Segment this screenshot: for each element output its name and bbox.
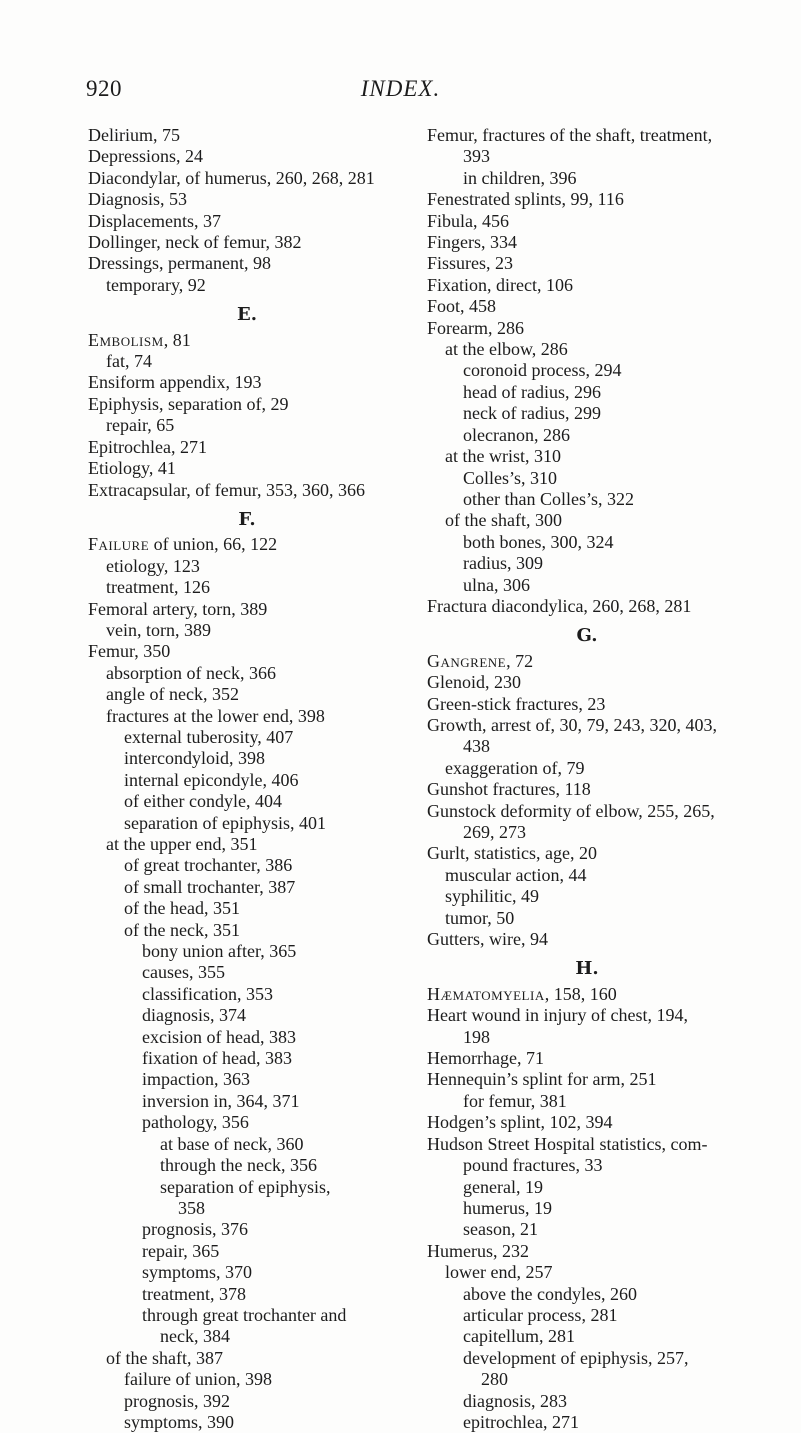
index-entry	[88, 920, 406, 941]
index-entry	[88, 770, 406, 791]
page-header	[0, 76, 801, 106]
index-entry-text: , 72	[506, 650, 534, 671]
index-entry-text: Ensiform appendix, 193	[88, 372, 262, 393]
index-entry	[427, 1198, 747, 1219]
index-entry	[88, 791, 406, 812]
index-entry	[427, 489, 747, 510]
index-entry-text: Diagnosis, 53	[88, 189, 187, 210]
index-entry	[427, 801, 747, 822]
index-entry-text: Epiphysis, separation of, 29	[88, 393, 289, 414]
index-entry-text: olecranon, 286	[463, 424, 570, 445]
index-entry	[427, 146, 747, 167]
index-entry-text: prognosis, 392	[124, 1390, 231, 1411]
index-entry-text: Femur, fractures of the shaft, treatment,	[427, 125, 713, 145]
index-entry	[88, 727, 406, 748]
index-entry	[427, 694, 747, 715]
index-entry-text: tumor, 50	[445, 907, 515, 928]
index-entry-text: Displacements, 37	[88, 210, 221, 231]
index-entry	[88, 351, 406, 372]
index-entry-text: symptoms, 370	[142, 1262, 253, 1283]
index-entry	[427, 1284, 747, 1305]
index-column-right	[427, 125, 747, 1433]
index-entry-text: of either condyle, 404	[124, 791, 282, 812]
index-entry	[427, 1412, 747, 1433]
index-entry	[88, 962, 406, 983]
index-entry	[88, 663, 406, 684]
index-entry-text: Dressings, permanent, 98	[88, 253, 271, 274]
index-column-left	[88, 125, 406, 1433]
index-entry	[88, 620, 406, 641]
index-entry	[88, 1177, 406, 1198]
index-entry-text: external tuberosity, 407	[124, 726, 294, 747]
index-entry	[427, 715, 747, 736]
index-entry-text: at base of neck, 360	[160, 1133, 304, 1154]
index-entry	[427, 296, 747, 317]
index-entry-text: of the shaft, 300	[445, 510, 562, 531]
index-entry	[427, 843, 747, 864]
index-entry-text: of union, 66, 122	[149, 534, 278, 555]
index-entry	[88, 232, 406, 253]
index-entry-text: prognosis, 376	[142, 1219, 249, 1240]
index-entry-text: fixation of head, 383	[142, 1048, 292, 1069]
index-entry	[427, 865, 747, 886]
index-entry-text: coronoid process, 294	[463, 360, 622, 381]
index-entry	[88, 1112, 406, 1133]
index-entry	[88, 437, 406, 458]
index-entry	[88, 834, 406, 855]
index-entry	[88, 748, 406, 769]
index-entry	[88, 1048, 406, 1069]
index-entry-text: classification, 353	[142, 983, 273, 1004]
index-entry-text: pound fractures, 33	[463, 1155, 603, 1176]
index-entry-text: Dollinger, neck of femur, 382	[88, 232, 302, 253]
index-entry-text: syphilitic, 49	[445, 886, 539, 907]
index-entry-text: at the wrist, 310	[445, 446, 561, 467]
section-letter: G.	[576, 625, 598, 647]
index-entry-text: humerus, 19	[463, 1197, 552, 1218]
index-entry-text: Colles’s, 310	[463, 467, 558, 488]
index-entry	[427, 758, 747, 779]
index-entry	[427, 1305, 747, 1326]
index-entry-text: bony union after, 365	[142, 941, 297, 962]
index-entry	[88, 1027, 406, 1048]
index-entry-text: internal epicondyle, 406	[124, 769, 299, 790]
index-entry-text: 269, 273	[463, 822, 526, 842]
index-entry-text: at the upper end, 351	[106, 834, 258, 854]
index-entry-text: treatment, 126	[106, 577, 210, 598]
index-entry-text: repair, 65	[106, 415, 175, 436]
index-entry	[427, 189, 747, 210]
index-entry	[427, 596, 747, 617]
index-entry-text: fat, 74	[106, 351, 152, 372]
index-entry-text: Depressions, 24	[88, 146, 203, 167]
index-entry	[88, 1412, 406, 1433]
page-number: 920	[86, 76, 122, 101]
index-entry-text: neck, 384	[160, 1326, 230, 1347]
index-entry-text: Growth, arrest of, 30, 79, 243, 320, 403,	[427, 714, 717, 735]
index-entry-text: Gutters, wire, 94	[427, 929, 548, 950]
index-entry	[427, 779, 747, 800]
index-entry	[88, 1348, 406, 1369]
index-entry	[427, 211, 747, 232]
index-entry-text: Fenestrated splints, 99, 116	[427, 189, 624, 210]
index-entry-text: 393	[463, 146, 490, 167]
index-entry	[88, 480, 406, 501]
index-entry-text: Heart wound in injury of chest, 194,	[427, 1005, 688, 1026]
index-entry-text: treatment, 378	[142, 1283, 246, 1304]
index-entry	[427, 1262, 747, 1283]
index-entry	[88, 1155, 406, 1176]
index-entry	[427, 575, 747, 596]
index-headword: Gangrene	[427, 650, 507, 671]
index-entry-text: diagnosis, 374	[142, 1005, 247, 1026]
index-entry	[427, 403, 747, 424]
index-entry-text: through great trochanter and	[142, 1304, 347, 1325]
index-entry	[88, 415, 406, 436]
index-entry	[427, 425, 747, 446]
index-entry-text: Glenoid, 230	[427, 672, 521, 693]
index-entry	[88, 168, 406, 189]
index-entry	[427, 1177, 747, 1198]
index-entry-text: Epitrochlea, 271	[88, 436, 207, 457]
index-entry	[88, 1369, 406, 1390]
index-entry-text: etiology, 123	[106, 555, 200, 576]
index-entry-text: development of epiphysis, 257,	[463, 1347, 689, 1368]
index-entry	[427, 651, 747, 672]
index-entry-text: absorption of neck, 366	[106, 662, 276, 683]
index-entry	[88, 1241, 406, 1262]
index-entry	[88, 577, 406, 598]
index-entry	[88, 556, 406, 577]
index-entry-text: of the shaft, 387	[106, 1347, 223, 1368]
index-entry	[88, 599, 406, 620]
index-entry	[88, 877, 406, 898]
index-entry	[427, 672, 747, 693]
index-entry-text: Extracapsular, of femur, 353, 360, 366	[88, 479, 365, 500]
running-title: INDEX.	[360, 76, 441, 101]
index-entry-text: epitrochlea, 271	[463, 1411, 579, 1432]
index-entry-text: Gunstock deformity of elbow, 255, 265,	[427, 800, 715, 821]
index-entry-text: separation of epiphysis, 401	[124, 812, 326, 833]
index-entry-text: of small trochanter, 387	[124, 876, 296, 897]
index-entry	[88, 898, 406, 919]
index-entry	[88, 684, 406, 705]
index-entry-text: Green-stick fractures, 23	[427, 693, 606, 714]
index-entry-text: of great trochanter, 386	[124, 855, 293, 876]
index-entry-text: through the neck, 356	[160, 1155, 317, 1176]
index-entry	[427, 908, 747, 929]
index-entry-text: 358	[178, 1197, 205, 1218]
index-entry	[427, 1134, 747, 1155]
index-entry-text: excision of head, 383	[142, 1026, 296, 1047]
index-entry	[427, 1048, 747, 1069]
index-entry-text: Forearm, 286	[427, 317, 524, 338]
index-entry	[88, 275, 406, 296]
index-entry-text: pathology, 356	[142, 1112, 249, 1133]
index-entry	[88, 458, 406, 479]
index-entry	[427, 510, 747, 531]
index-entry	[88, 1134, 406, 1155]
index-entry	[427, 339, 747, 360]
index-entry	[88, 372, 406, 393]
index-entry	[88, 855, 406, 876]
index-entry-text: Femur, 350	[88, 641, 171, 662]
index-entry	[427, 468, 747, 489]
index-entry-text: causes, 355	[142, 962, 225, 983]
index-entry-text: Hodgen’s splint, 102, 394	[427, 1112, 613, 1133]
index-entry	[88, 1069, 406, 1090]
index-entry-text: general, 19	[463, 1176, 543, 1197]
index-entry	[427, 125, 747, 146]
index-entry	[427, 532, 747, 553]
index-entry-text: season, 21	[463, 1219, 538, 1240]
index-entry	[88, 641, 406, 662]
index-entry-text: failure of union, 398	[124, 1369, 272, 1390]
index-entry-text: Hennequin’s splint for arm, 251	[427, 1069, 657, 1090]
index-entry-text: 280	[481, 1369, 508, 1390]
index-entry-text: fractures at the lower end, 398	[106, 705, 325, 726]
index-entry-text: intercondyloid, 398	[124, 748, 265, 769]
index-entry	[88, 534, 406, 555]
index-entry-text: Fissures, 23	[427, 253, 514, 274]
index-entry	[427, 1348, 747, 1369]
index-entry-text: 198	[463, 1026, 490, 1047]
index-entry-text: Foot, 458	[427, 296, 497, 317]
index-entry-text: both bones, 300, 324	[463, 531, 614, 552]
index-entry-text: , 158, 160	[544, 983, 617, 1004]
index-entry-text: lower end, 257	[445, 1262, 553, 1283]
index-entry	[88, 146, 406, 167]
index-entry	[88, 1219, 406, 1240]
index-entry-text: impaction, 363	[142, 1069, 250, 1090]
index-entry-text: Delirium, 75	[88, 125, 180, 145]
index-entry	[88, 253, 406, 274]
index-entry	[427, 553, 747, 574]
index-entry	[88, 1005, 406, 1026]
index-entry	[427, 1155, 747, 1176]
index-entry	[88, 1391, 406, 1412]
index-entry-text: muscular action, 44	[445, 864, 587, 885]
index-entry-text: Hudson Street Hospital statistics, com-	[427, 1133, 708, 1154]
index-entry-text: neck of radius, 299	[463, 403, 601, 424]
index-entry-text: for femur, 381	[463, 1090, 567, 1111]
index-headword: Hæmatomyelia	[427, 983, 545, 1004]
index-entry	[427, 984, 747, 1005]
index-entry-text: at the elbow, 286	[445, 339, 568, 360]
index-entry	[427, 929, 747, 950]
index-entry	[427, 822, 747, 843]
index-entry-text: Fixation, direct, 106	[427, 274, 573, 295]
index-entry-text: other than Colles’s, 322	[463, 488, 634, 509]
index-entry-text: diagnosis, 283	[463, 1390, 568, 1411]
index-entry-text: Diacondylar, of humerus, 260, 268, 281	[88, 167, 375, 188]
index-entry	[88, 1305, 406, 1326]
index-entry	[427, 318, 747, 339]
index-entry-text: Femoral artery, torn, 389	[88, 598, 268, 619]
index-entry-text: Gunshot fractures, 118	[427, 779, 591, 800]
index-entry	[88, 211, 406, 232]
index-entry-text: capitellum, 281	[463, 1326, 575, 1347]
index-entry	[427, 253, 747, 274]
index-entry	[88, 984, 406, 1005]
index-entry-text: of the neck, 351	[124, 919, 240, 940]
index-entry-text: separation of epiphysis,	[160, 1176, 331, 1197]
index-entry	[427, 736, 747, 757]
index-entry	[427, 382, 747, 403]
index-entry-text: Hemorrhage, 71	[427, 1048, 544, 1069]
index-entry-text: Gurlt, statistics, age, 20	[427, 843, 597, 864]
index-entry	[88, 1091, 406, 1112]
index-entry	[427, 1241, 747, 1262]
index-entry-text: ulna, 306	[463, 574, 530, 595]
index-entry	[427, 1112, 747, 1133]
index-entry-text: Etiology, 41	[88, 458, 176, 479]
index-entry-text: exaggeration of, 79	[445, 757, 585, 778]
index-entry	[427, 1027, 747, 1048]
index-entry-text: angle of neck, 352	[106, 684, 239, 705]
index-headword: Failure	[88, 534, 150, 555]
index-entry-text: repair, 365	[142, 1240, 220, 1261]
index-entry	[88, 1326, 406, 1347]
index-entry-text: Fibula, 456	[427, 210, 510, 231]
index-entry-text: vein, torn, 389	[106, 619, 211, 640]
index-entry	[88, 1198, 406, 1219]
index-entry	[88, 189, 406, 210]
index-entry	[427, 1326, 747, 1347]
index-entry-text: of the head, 351	[124, 898, 240, 919]
index-entry	[427, 232, 747, 253]
index-entry-text: Fingers, 334	[427, 232, 517, 253]
index-entry	[427, 360, 747, 381]
index-entry	[427, 1219, 747, 1240]
index-entry-text: in children, 396	[463, 167, 577, 188]
index-entry	[88, 1284, 406, 1305]
index-entry-text: Humerus, 232	[427, 1240, 529, 1261]
index-entry	[88, 813, 406, 834]
index-entry	[427, 1091, 747, 1112]
section-letter: F.	[238, 508, 256, 530]
index-entry	[88, 394, 406, 415]
index-entry	[88, 941, 406, 962]
index-entry	[427, 1005, 747, 1026]
section-letter: E.	[237, 304, 257, 326]
index-entry-text: articular process, 281	[463, 1304, 618, 1325]
index-entry-text: inversion in, 364, 371	[142, 1090, 300, 1111]
index-entry	[427, 168, 747, 189]
index-entry	[427, 1391, 747, 1412]
index-entry-text: Fractura diacondylica, 260, 268, 281	[427, 595, 692, 616]
index-entry	[427, 1369, 747, 1390]
index-entry-text: symptoms, 390	[124, 1411, 235, 1432]
index-entry-text: temporary, 92	[106, 274, 206, 295]
index-entry	[427, 886, 747, 907]
index-headword: Embolism	[88, 329, 164, 350]
index-entry-text: above the condyles, 260	[463, 1283, 637, 1304]
index-entry-text: radius, 309	[463, 553, 543, 574]
index-entry-text: 438	[463, 736, 490, 757]
index-entry	[427, 446, 747, 467]
index-entry	[88, 706, 406, 727]
index-entry	[88, 125, 406, 146]
index-entry-text: head of radius, 296	[463, 381, 601, 402]
index-entry	[88, 330, 406, 351]
index-entry	[427, 275, 747, 296]
index-entry-text: , 81	[163, 329, 191, 350]
section-letter: H.	[575, 958, 599, 980]
index-entry	[88, 1262, 406, 1283]
index-entry	[427, 1069, 747, 1090]
